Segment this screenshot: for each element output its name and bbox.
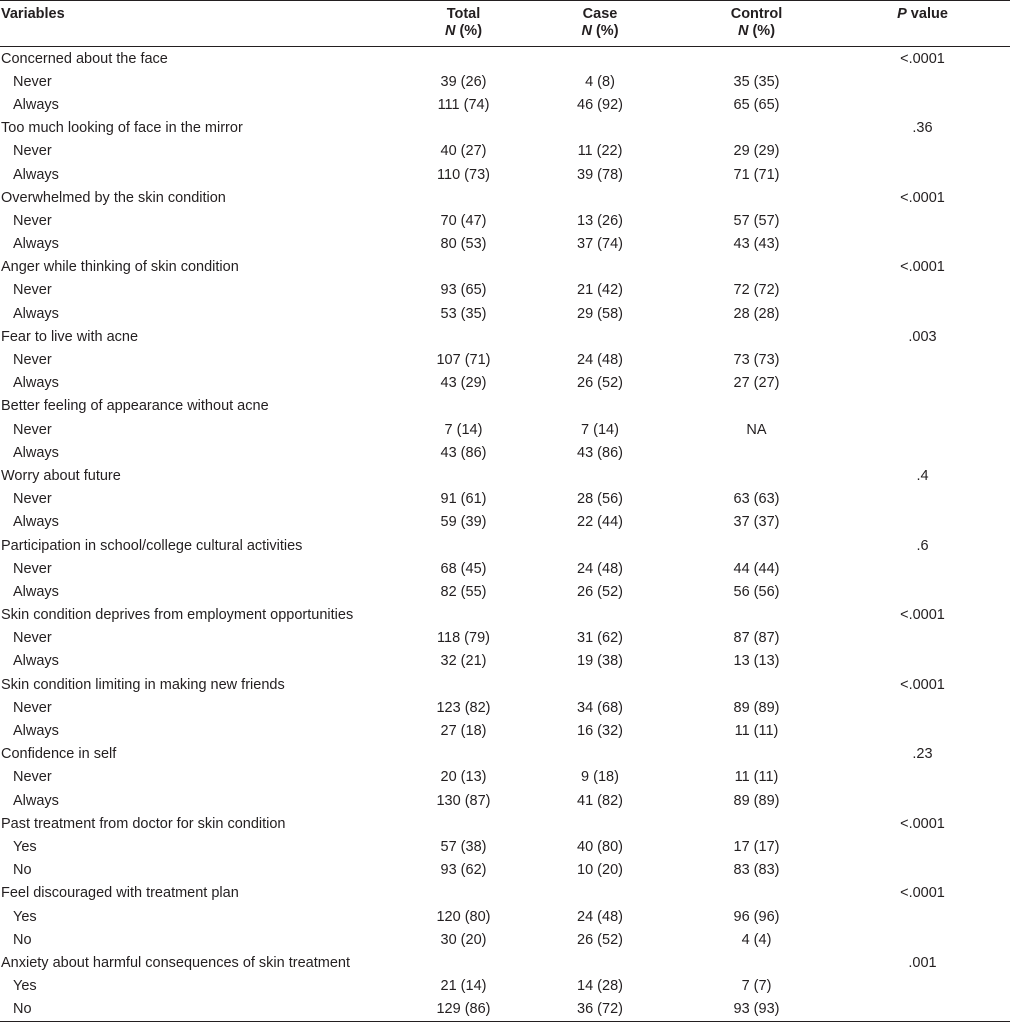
cell-p-value: .4 [916,467,929,484]
cell-label: Always [13,792,59,809]
cell-control: 71 (71) [733,166,780,183]
response-row [0,488,1010,511]
cell-label: Always [13,583,59,600]
cell-control: 7 (7) [741,978,772,995]
header-case: Case [522,1,678,24]
cell-label: Always [13,375,59,392]
category-row [0,47,1010,71]
cell-case: 37 (74) [577,236,623,253]
cell-label: Never [13,143,52,160]
cell-control: 35 (35) [733,73,780,90]
response-row [0,719,1010,742]
cell-p-value [835,557,1010,580]
cell-label: Confidence in self [1,746,117,763]
cell-total: 43 (86) [440,444,487,461]
cell-p-value [835,905,1010,928]
response-row [0,696,1010,719]
cell-control: 65 (65) [733,96,780,113]
response-row [0,998,1010,1022]
cell-p-value: <.0001 [900,676,945,693]
cell-control: 28 (28) [733,305,780,322]
cell-control [678,812,835,835]
cell-label: Fear to live with acne [1,328,139,345]
cell-label: Never [13,282,52,299]
response-row [0,233,1010,256]
header-total-unit [405,23,522,47]
cell-case: 26 (52) [577,583,623,600]
cell-control [678,325,835,348]
header-variables: Variables [0,1,405,24]
cell-control: 87 (87) [733,630,780,647]
cell-p-value: <.0001 [900,815,945,832]
category-row [0,743,1010,766]
cell-case: 24 (48) [577,908,623,925]
cell-control: 96 (96) [733,908,780,925]
cell-case: 21 (42) [577,282,623,299]
response-row [0,650,1010,673]
cell-total [405,395,522,418]
cell-case: 26 (52) [577,375,623,392]
cell-label: Skin condition limiting in making new friends [1,676,285,693]
cell-total: 118 (79) [437,630,490,647]
cell-label: Never [13,73,52,90]
cell-label: Always [13,444,59,461]
cell-case [522,534,678,557]
cell-total: 93 (65) [440,282,487,299]
cell-label: Concerned about the face [1,50,168,67]
cell-label: Never [13,769,52,786]
cell-control [678,534,835,557]
cell-case [522,256,678,279]
cell-total [405,882,522,905]
cell-control: 4 (4) [741,931,772,948]
cell-total: 82 (55) [440,583,487,600]
cell-control [678,951,835,974]
cell-total: 40 (27) [440,143,487,160]
cell-label: No [13,931,32,948]
cell-case [522,464,678,487]
response-row [0,140,1010,163]
cell-total [405,673,522,696]
cell-control [678,395,835,418]
cell-control [678,47,835,71]
cell-p-value: <.0001 [900,607,945,624]
header-blank [0,23,405,47]
cell-label: Always [13,514,59,531]
cell-p-value [835,928,1010,951]
cell-label: Anger while thinking of skin condition [1,259,239,276]
cell-case [522,812,678,835]
cell-p-value [835,998,1010,1022]
cell-p-value: <.0001 [900,189,945,206]
cell-case [522,325,678,348]
cell-total [405,812,522,835]
cell-p-value [835,163,1010,186]
response-row [0,905,1010,928]
cell-total [405,534,522,557]
cell-p-value [835,348,1010,371]
response-row [0,93,1010,116]
cell-label: Participation in school/college cultural activities [1,537,303,554]
cell-total: 53 (35) [440,305,487,322]
cell-total [405,256,522,279]
cell-label: Never [13,212,52,229]
category-row [0,186,1010,209]
cell-total: 93 (62) [440,862,487,879]
cell-p-value [835,789,1010,812]
category-row [0,534,1010,557]
cell-label: Never [13,699,52,716]
response-row [0,279,1010,302]
cell-total [405,464,522,487]
cell-case: 41 (82) [577,792,623,809]
cell-p-value [835,93,1010,116]
cell-case: 29 (58) [577,305,623,322]
response-row [0,372,1010,395]
cell-label: Always [13,723,59,740]
n-symbol: N [737,23,749,39]
cell-control: 89 (89) [733,699,780,716]
cell-p-value: .003 [908,328,937,345]
cell-case [522,395,678,418]
cell-total: 43 (29) [440,375,487,392]
percent-unit: (%) [455,23,483,39]
cell-control: 13 (13) [733,653,780,670]
response-row [0,302,1010,325]
cell-case: 43 (86) [577,444,623,461]
cell-total [405,325,522,348]
response-row [0,163,1010,186]
cell-case: 46 (92) [577,96,623,113]
cell-label: Better feeling of appearance without acne [1,398,269,415]
cell-p-value [835,719,1010,742]
cell-total: 39 (26) [440,73,487,90]
cell-label: Anxiety about harmful consequences of skin treatment [1,954,350,971]
cell-total: 32 (21) [440,653,487,670]
cell-total: 27 (18) [440,723,487,740]
cell-control [678,256,835,279]
cell-case [522,47,678,71]
cell-label: Never [13,560,52,577]
cell-control [678,882,835,905]
cell-total: 21 (14) [440,978,487,995]
cell-control [678,117,835,140]
cell-p-value [835,418,1010,441]
response-row [0,348,1010,371]
response-row [0,627,1010,650]
cell-control: 63 (63) [733,491,780,508]
cell-total [405,117,522,140]
cell-label: Too much looking of face in the mirror [1,120,243,137]
cell-control [678,673,835,696]
cell-case: 4 (8) [585,73,615,90]
cell-p-value: .23 [912,746,933,763]
category-row [0,604,1010,627]
cell-label: Never [13,352,52,369]
cell-control: 93 (93) [678,998,835,1022]
table-body [0,47,1010,1022]
cell-case [522,186,678,209]
category-row [0,812,1010,835]
cell-case: 22 (44) [577,514,623,531]
category-row [0,951,1010,974]
cell-case: 7 (14) [581,421,619,438]
response-row [0,928,1010,951]
cell-label: Never [13,630,52,647]
cell-case: 10 (20) [577,862,623,879]
p-value-text: value [906,6,948,22]
cell-label: Never [13,421,52,438]
cell-case [522,743,678,766]
response-row [0,70,1010,93]
cell-total: 20 (13) [440,769,487,786]
cell-control: 72 (72) [733,282,780,299]
response-row [0,766,1010,789]
cell-p-value [835,279,1010,302]
cell-p-value [835,627,1010,650]
cell-total [405,186,522,209]
response-row [0,975,1010,998]
cell-total: 91 (61) [440,491,487,508]
cell-total: 130 (87) [436,792,491,809]
cell-p-value [835,650,1010,673]
cell-case: 13 (26) [577,212,623,229]
cell-control [678,604,835,627]
cell-p-value [835,441,1010,464]
cell-total: 129 (86) [405,998,522,1022]
cell-case: 14 (28) [577,978,623,995]
cell-p-value [835,766,1010,789]
cell-label: Worry about future [1,467,121,484]
cell-case [522,117,678,140]
cell-case: 39 (78) [577,166,623,183]
n-symbol: N [444,23,456,39]
response-row [0,859,1010,882]
cell-total: 80 (53) [440,236,487,253]
cell-control: 17 (17) [733,838,780,855]
cell-case: 16 (32) [577,723,623,740]
cell-label: Feel discouraged with treatment plan [1,885,239,902]
cell-control: 11 (11) [734,769,779,786]
cell-total [405,47,522,71]
cell-control [678,743,835,766]
cell-case [522,882,678,905]
cell-case: 19 (38) [577,653,623,670]
p-symbol: P [897,6,907,22]
response-row [0,557,1010,580]
category-row [0,256,1010,279]
percent-unit: (%) [748,23,776,39]
cell-p-value [835,511,1010,534]
cell-p-value [835,395,1010,418]
cell-total [405,743,522,766]
cell-p-value: .6 [916,537,929,554]
cell-control [678,186,835,209]
response-row [0,209,1010,232]
header-control: Control [678,1,835,24]
cell-control: 43 (43) [733,236,780,253]
header-p-unit-blank [835,23,1010,47]
cell-p-value [835,488,1010,511]
cell-case: 36 (72) [522,998,678,1022]
cell-case: 40 (80) [577,838,623,855]
cell-label: Always [13,653,59,670]
cell-case: 34 (68) [577,699,623,716]
header-total: Total [405,1,522,24]
cell-label: Skin condition deprives from employment opportunities [1,607,354,624]
cell-control: 44 (44) [733,560,780,577]
cell-control: 27 (27) [733,375,780,392]
cell-control: 57 (57) [733,212,780,229]
category-row [0,117,1010,140]
cell-p-value [835,859,1010,882]
category-row [0,673,1010,696]
response-row [0,418,1010,441]
table-header [0,1,1010,47]
cell-control: NA [746,421,767,438]
cell-p-value: <.0001 [900,50,945,67]
cell-p-value [835,302,1010,325]
cell-case: 28 (56) [577,491,623,508]
cell-p-value [835,70,1010,93]
cell-label: Always [13,166,59,183]
cell-label: Yes [13,838,37,855]
cell-p-value [835,835,1010,858]
cell-control: 73 (73) [733,352,780,369]
cell-control: 11 (11) [734,723,779,740]
cell-p-value [835,372,1010,395]
header-p-value [835,1,1010,24]
cell-label: Always [13,236,59,253]
cell-total [405,951,522,974]
cell-case: 26 (52) [577,931,623,948]
cell-case: 24 (48) [577,352,623,369]
response-row [0,511,1010,534]
cell-control: 37 (37) [733,514,780,531]
cell-total: 111 (74) [437,96,490,113]
cell-case: 11 (22) [577,143,623,160]
cell-control [678,441,835,464]
cell-p-value [835,580,1010,603]
cell-control: 29 (29) [733,143,780,160]
response-row [0,789,1010,812]
category-row [0,395,1010,418]
cell-label: Yes [13,978,37,995]
cell-p-value [835,209,1010,232]
cell-total: 107 (71) [436,352,491,369]
cell-p-value [835,975,1010,998]
cell-label: Never [13,491,52,508]
cell-label: Overwhelmed by the skin condition [1,189,226,206]
category-row [0,325,1010,348]
cell-p-value: <.0001 [900,259,945,276]
cell-label: Always [13,305,59,322]
cell-case [522,673,678,696]
cell-p-value: .001 [908,954,937,971]
cell-total: 57 (38) [440,838,487,855]
category-row [0,464,1010,487]
cell-label: Past treatment from doctor for skin condition [1,815,286,832]
cell-label: No [13,862,32,879]
response-row [0,580,1010,603]
cell-total: 30 (20) [440,931,487,948]
cell-case [522,604,678,627]
cell-control: 56 (56) [733,583,780,600]
cell-case: 31 (62) [577,630,623,647]
cell-total: 7 (14) [444,421,483,438]
cell-label: No [0,998,405,1022]
cell-control: 89 (89) [733,792,780,809]
cell-total: 110 (73) [437,166,490,183]
header-case-unit [522,23,678,47]
cell-total: 123 (82) [436,699,491,716]
cell-p-value: <.0001 [900,885,945,902]
header-control-unit [678,23,835,47]
response-row [0,441,1010,464]
n-symbol: N [581,23,592,39]
cell-p-value [835,140,1010,163]
cell-p-value [835,233,1010,256]
cell-label: Yes [13,908,37,925]
percent-unit: (%) [591,23,619,39]
category-row [0,882,1010,905]
cell-total: 68 (45) [440,560,487,577]
cell-total: 120 (80) [436,908,491,925]
cell-p-value: .36 [912,120,933,137]
cell-case: 24 (48) [577,560,623,577]
response-row [0,835,1010,858]
cell-control: 83 (83) [733,862,780,879]
cell-total [405,604,522,627]
cell-case [522,951,678,974]
cell-total: 59 (39) [440,514,487,531]
cell-label: Always [13,96,59,113]
cell-p-value [835,696,1010,719]
cell-control [678,464,835,487]
cell-case: 9 (18) [581,769,619,786]
cell-total: 70 (47) [440,212,487,229]
